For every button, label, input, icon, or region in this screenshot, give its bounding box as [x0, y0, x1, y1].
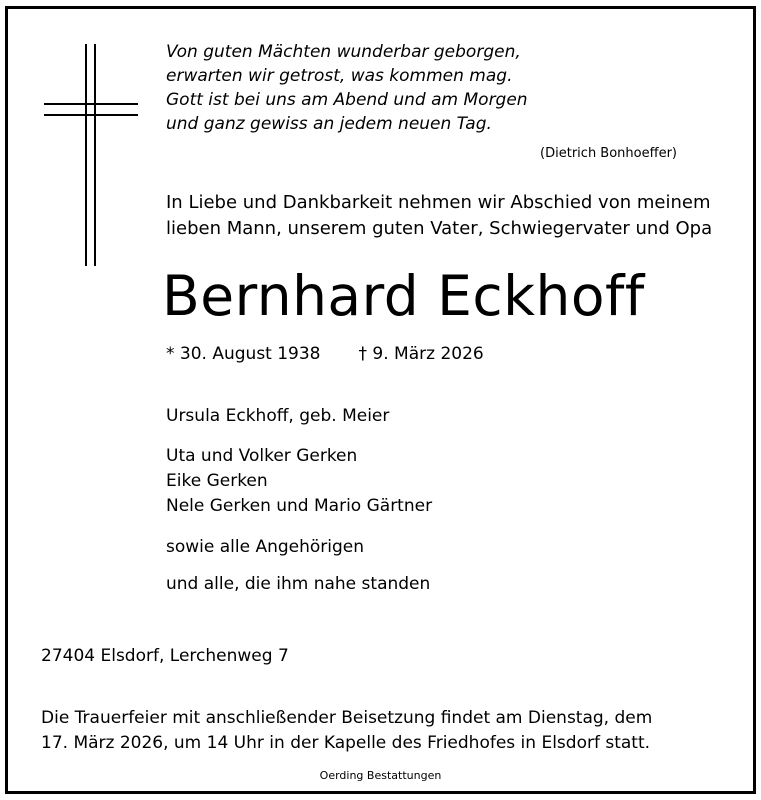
poem-line: erwarten wir getrost, was kommen mag.: [166, 66, 513, 86]
mourner-others: und alle, die ihm nahe standen: [166, 574, 431, 594]
poem-author: (Dietrich Bonhoeffer): [540, 146, 677, 161]
birth-date: * 30. August 1938: [166, 344, 321, 364]
mourner-family: Uta und Volker Gerken: [166, 446, 358, 466]
intro-line: lieben Mann, unserem guten Vater, Schwiegervater und Opa: [166, 218, 713, 239]
poem: [166, 40, 528, 136]
life-dates: [166, 342, 484, 366]
ceremony-line: 17. März 2026, um 14 Uhr in der Kapelle des Friedhofes in Elsdorf statt.: [41, 733, 651, 753]
poem-line: Von guten Mächten wunderbar geborgen,: [166, 42, 521, 62]
intro-text: [166, 190, 712, 242]
mourner-family: Nele Gerken und Mario Gärtner: [166, 496, 433, 516]
poem-line: und ganz gewiss an jedem neuen Tag.: [166, 114, 492, 134]
mourner-relatives: sowie alle Angehörigen: [166, 537, 365, 557]
undertaker: Oerding Bestattungen: [319, 769, 442, 782]
mourner-spouse: Ursula Eckhoff, geb. Meier: [166, 406, 390, 426]
mourner-family: Eike Gerken: [166, 471, 268, 491]
address: 27404 Elsdorf, Lerchenweg 7: [41, 646, 289, 666]
ceremony-notice: [41, 706, 652, 756]
death-date: † 9. März 2026: [358, 344, 484, 364]
poem-line: Gott ist bei uns am Abend und am Morgen: [166, 90, 528, 110]
ceremony-line: Die Trauerfeier mit anschließender Beisetzung findet am Dienstag, dem: [41, 708, 653, 728]
intro-line: In Liebe und Dankbarkeit nehmen wir Abschied von meinem: [166, 192, 711, 213]
deceased-name: Bernhard Eckhoff: [162, 264, 645, 328]
